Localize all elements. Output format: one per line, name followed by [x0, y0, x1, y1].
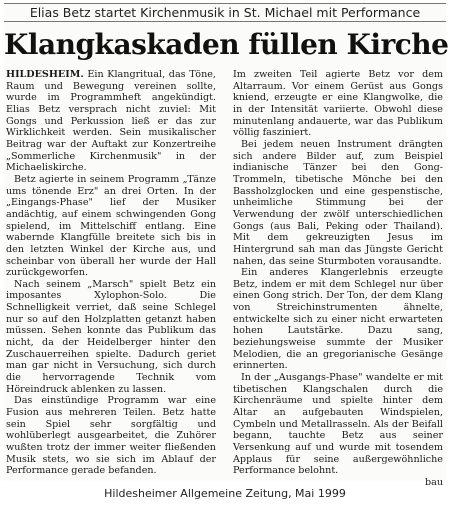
paragraph-1: [6, 69, 216, 174]
paragraph-7: Ein anderes Klangerlebnis erzeugte Betz, indem er mit dem Schlegel nur über einen Gong strich. Der Ton, der dem Klang von Streichinstrumenten ähnelte, entwickelte sich zu einer nicht erwarteten hohen Lautstärke. Dazu sang, beziehungsweise summte der Musiker Melodien, die an gregorianische Gesänge erinnerten.: [233, 267, 443, 372]
article-kicker: Elias Betz startet Kirchenmusik in St. Michael mit Performance: [4, 3, 446, 22]
paragraph-2: Betz agierte in seinem Programm „Tänze ums tönende Erz" an drei Orten. In der „Eingangs-Phase" lief der Musiker andächtig, auf einem schwingenden Gong spielend, im Mittelschiff entlang. Eine wabernde Klangfülle breitete sich bis in den letzten Winkel der Kirche aus, und scheinbar von überall her wurde der Hall zurückgeworfen.: [6, 173, 216, 279]
paragraph-8: In der „Ausgangs-Phase" wandelte er mit tibetischen Klangschalen durch die Kirchenräume und spielte hinter dem Altar an aufgebauten Windspielen, Cymbeln und Metallrasseln. Als der Beifall begann, tauchte Betz aus seiner Versenkung auf und wurde mit tosendem Applaus für seine außergewöhnliche Performance belohnt.: [233, 372, 443, 477]
source-caption: Hildesheimer Allgemeine Zeitung, Mai 1999: [104, 487, 346, 500]
paragraph-5: Im zweiten Teil agierte Betz vor dem Altarraum. Vor einem Gerüst aus Gongs kniend, erzeugte er eine Klangwolke, die in der Intensität variierte. Obwohl diese minutenlang andauerte, war das Publikum völlig fasziniert.: [233, 69, 443, 139]
paragraph-3: Nach seinem „Marsch" spielt Betz ein imposantes Xylophon-Solo. Die Schnelligkeit verriet, daß seine Schlegel nur so auf den Holzplatten getanzt haben müssen. Sehen konnte das Publikum das nicht, da der Heidelberger hinter den Zuschauerreihen spielte. Dadurch geriet man gar nicht in Versuchung, sich durch die hervorragende Technik vom Höreindruck ablenken zu lassen.: [6, 278, 216, 395]
author-initials: bau: [424, 476, 443, 488]
article-column-left: [6, 69, 216, 479]
dateline: HILDESHEIM.: [6, 69, 84, 80]
article-headline: Klangkaskaden füllen Kirche: [4, 28, 449, 61]
article-column-right: [233, 69, 443, 488]
paragraph-1-text: Ein Klangritual, das Töne, Raum und Bewegung vereinen sollte, wurde im Programmheft angekündigt. Elias Betz versprach nicht zuviel: Mit Gongs und Perkussion ließ er das zur Wirklichkeit werden. Sein musikalischer Beitrag war der Auftakt zur Konzertreihe „Sommerliche Kirchenmusik" in der Michaeliskirche.: [6, 69, 216, 174]
newspaper-clipping: [4, 3, 449, 488]
paragraph-6: Bei jedem neuen Instrument drängten sich andere Bilder auf, zum Beispiel indianische Tänzer bei den Gong-Trommeln, tibetische Mönche bei den Bassholzglocken und eine gespenstische, unheimliche Stimmung bei der Verwendung der zwölf unterschiedlichen Gongs (aus Bali, Peking oder Thailand). Mit dem gekreuzigten Jesus im Hintergrund sah man das Jüngste Gericht nahen, das seine Sturmboten vorausandte.: [233, 138, 443, 267]
paragraph-4: Das einstündige Programm war eine Fusion aus mehreren Teilen. Betz hatte sein Spiel sehr sorgfältig und wohlüberlegt ausgearbeitet, die Zuhörer wußten trotz der immer weiter fließenden Musik stets, wo sie sich im Ablauf der Performance gerade befanden.: [6, 395, 216, 477]
